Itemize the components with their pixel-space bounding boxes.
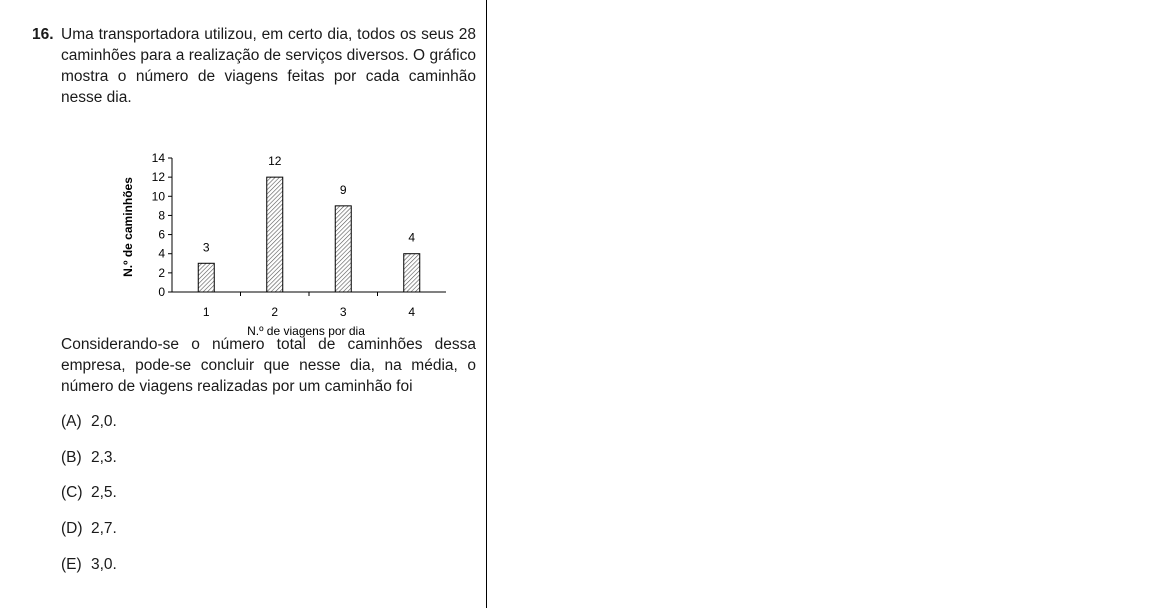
bar-chart xyxy=(84,122,424,338)
option-letter: (A) xyxy=(61,413,82,430)
question-intro: Uma transportadora utilizou, em certo dia, todos os seus 28 caminhões para a realização de serviços diversos. O gráfico mostra o número de viagens feitas por cada caminhão nesse dia. xyxy=(61,26,476,106)
answer-options xyxy=(61,411,476,575)
bar-2 xyxy=(267,177,283,292)
data-label: 12 xyxy=(268,154,282,169)
x-tick-label: 1 xyxy=(202,305,210,319)
option-text: 2,7. xyxy=(91,520,117,538)
question-number: 16. xyxy=(32,26,54,43)
answer-option[interactable] xyxy=(61,554,476,575)
option-letter: (B) xyxy=(61,448,82,466)
option-text: 2,5. xyxy=(91,484,117,502)
option-letter: (C) xyxy=(61,484,83,502)
y-tick-label: 8 xyxy=(158,208,165,223)
x-axis-label: N.º de viagens por dia xyxy=(247,324,365,338)
y-tick-label: 12 xyxy=(151,170,165,185)
data-label: 4 xyxy=(408,230,416,245)
x-tick-label: 3 xyxy=(339,305,347,319)
option-text: 2,0. xyxy=(91,413,117,430)
question-body xyxy=(61,334,476,589)
x-tick-label: 2 xyxy=(271,305,279,319)
data-label: 9 xyxy=(339,182,347,197)
option-letter: (E) xyxy=(61,555,82,573)
bar-4 xyxy=(404,254,420,292)
option-text: 3,0. xyxy=(91,555,117,573)
question-prompt: Considerando-se o número total de caminhões dessa empresa, pode-se concluir que nesse dia, na média, o número de viagens realizadas por um caminhão foi xyxy=(61,336,476,395)
y-tick-label: 0 xyxy=(158,285,165,299)
y-tick-label: 2 xyxy=(158,265,165,280)
answer-option[interactable] xyxy=(61,482,476,503)
bar-chart-svg xyxy=(84,122,424,338)
y-tick-label: 14 xyxy=(151,151,165,165)
y-tick-label: 4 xyxy=(158,246,165,261)
column-divider xyxy=(486,0,487,608)
option-text: 2,3. xyxy=(91,448,117,466)
bar-1 xyxy=(198,263,214,292)
question-header xyxy=(32,24,476,108)
bar-3 xyxy=(335,206,351,292)
y-tick-label: 10 xyxy=(151,189,165,204)
answer-option[interactable] xyxy=(61,411,476,432)
y-axis-label: N.º de caminhões xyxy=(121,177,135,277)
answer-option[interactable] xyxy=(61,518,476,539)
question-16 xyxy=(32,24,476,573)
x-tick-label: 4 xyxy=(408,305,416,319)
answer-option[interactable] xyxy=(61,447,476,468)
data-label: 3 xyxy=(202,240,210,255)
option-letter: (D) xyxy=(61,520,83,538)
y-tick-label: 6 xyxy=(158,227,165,242)
